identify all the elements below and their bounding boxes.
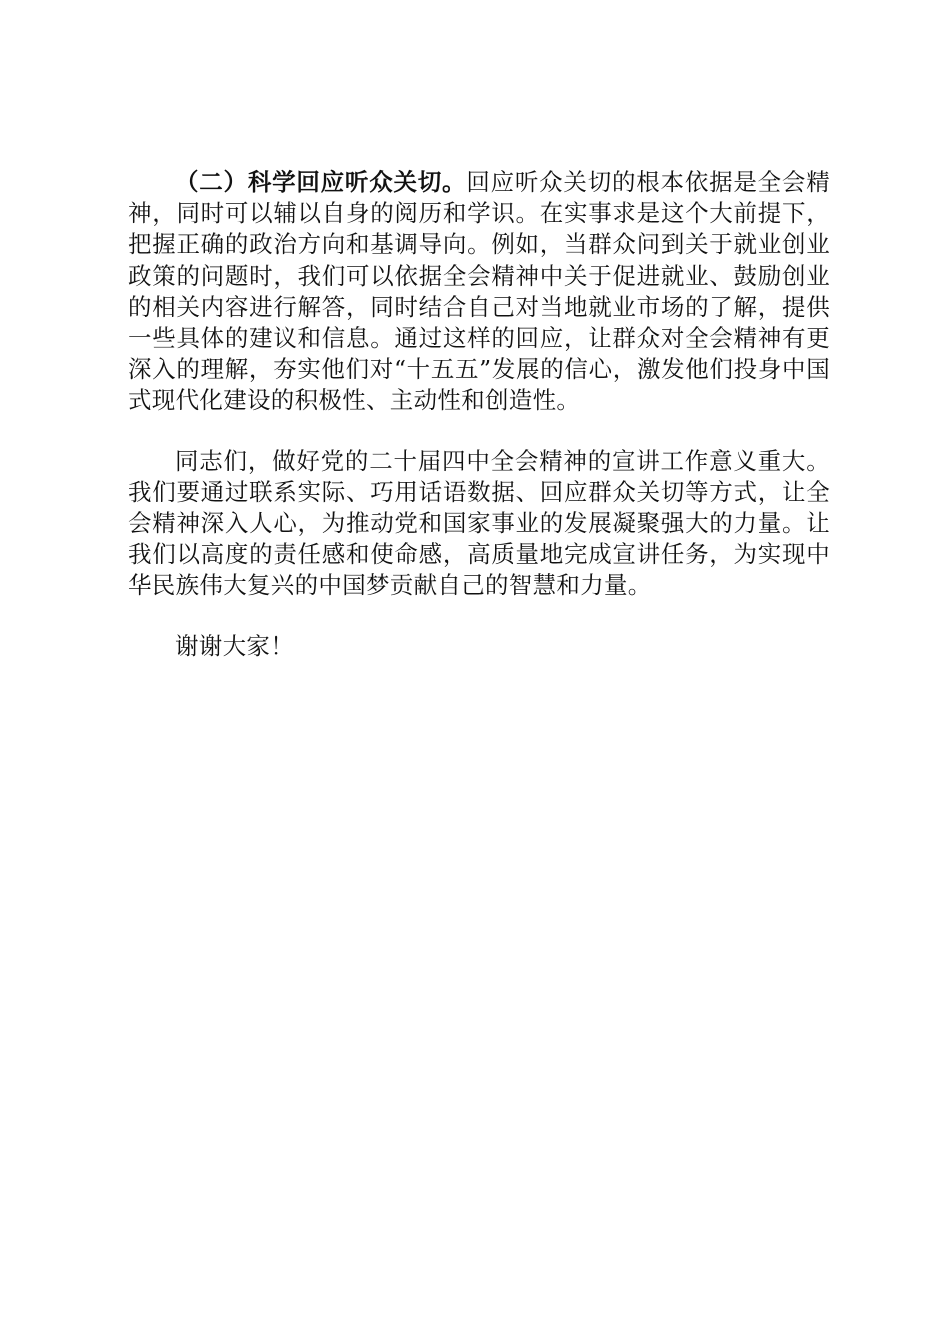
paragraph-text: 回应听众关切的根本依据是全会精神，同时可以辅以自身的阅历和学识。在实事求是这个大前提下，把握正确的政治方向和基调导向。例如，当群众问到关于就业创业政策的问题时，我们可以依据全会精神中关于促进就业、鼓励创业的相关内容进行解答，同时结合自己对当地就业市场的了解，提供一些具体的建议和信息。通过这样的回应，让群众对全会精神有更深入的理解，夯实他们对“十五五”发展的信心，激发他们投身中国式现代化建设的积极性、主动性和创造性。 — [128, 168, 830, 415]
paragraph-respond-concerns — [128, 167, 830, 417]
paragraph-text: 同志们，做好党的二十届四中全会精神的宣讲工作意义重大。我们要通过联系实际、巧用话语数据、回应群众关切等方式，让全会精神深入人心，为推动党和国家事业的发展凝聚强大的力量。让我们以高度的责任感和使命感，高质量地完成宣讲任务，为实现中华民族伟大复兴的中国梦贡献自己的智慧和力量。 — [128, 446, 830, 600]
document-body — [128, 167, 830, 662]
section-heading: （二）科学回应听众关切。 — [175, 168, 467, 196]
paragraph-conclusion — [128, 446, 830, 602]
paragraph-thanks — [128, 631, 830, 662]
paragraph-text: 谢谢大家！ — [175, 631, 294, 660]
